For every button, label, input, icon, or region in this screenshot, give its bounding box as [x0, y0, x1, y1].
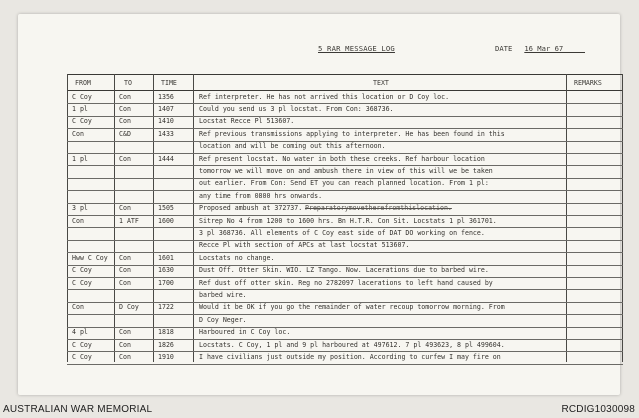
log-from: Con [72, 303, 84, 312]
log-time: 1444 [158, 154, 174, 163]
log-to: 1 ATF [119, 216, 139, 225]
log-time: 1505 [158, 204, 174, 213]
column-header-to: TO [124, 79, 132, 87]
log-title: 5 RAR MESSAGE LOG [318, 44, 395, 53]
log-time: 1433 [158, 129, 174, 138]
log-text: out earlier. From Con: Send ET you can reach planned location. From 1 pl: [199, 179, 489, 188]
log-to: Con [119, 340, 131, 349]
log-text: Ref previous transmissions applying to interpreter. He has been found in this [199, 129, 505, 138]
log-text: Recce Pl with section of APCs at last locstat 513607. [199, 241, 410, 250]
log-to: Con [119, 204, 131, 213]
log-text: Harboured in C Coy loc. [199, 328, 291, 337]
log-time: 1630 [158, 266, 174, 275]
column-header-from: FROM [75, 79, 91, 87]
log-from: C Coy [72, 278, 92, 287]
log-from: Con [72, 216, 84, 225]
log-text: Locstats. C Coy, 1 pl and 9 pl harboured at 497612. 7 pl 493623, 8 pl 499604. [199, 340, 505, 349]
log-from: 3 pl [72, 204, 88, 213]
log-text: Ref present locstat. No water in both these creeks. Ref harbour location [199, 154, 485, 163]
log-text: Proposed ambush at 372737. [199, 204, 303, 213]
log-from: 1 pl [72, 154, 88, 163]
log-to: C&D [119, 129, 131, 138]
log-to: Con [119, 352, 131, 361]
log-to: D Coy [119, 303, 139, 312]
log-text: Locstat Recce Pl 513607. [199, 117, 295, 126]
log-from: C Coy [72, 92, 92, 101]
log-text: Dust Off. Otter Skin. WIO. LZ Tango. Now. Lacerations due to barbed wire. [199, 266, 489, 275]
log-text: 3 pl 368736. All elements of C Coy east side of DAT DO working on fence. [199, 228, 485, 237]
log-to: Con [119, 92, 131, 101]
log-time: 1356 [158, 92, 174, 101]
log-text: any time from 0800 hrs onwards. [199, 191, 323, 200]
column-header-remarks: REMARKS [574, 79, 602, 87]
log-text: D Coy Neger. [199, 315, 247, 324]
row-divider [67, 116, 623, 117]
log-time: 1410 [158, 117, 174, 126]
log-text: tomorrow we will move on and ambush there in view of this will we be taken [199, 166, 493, 175]
log-time: 1600 [158, 216, 174, 225]
log-text: location and will be coming out this afternoon. [199, 142, 386, 151]
footer-institution: AUSTRALIAN WAR MEMORIAL [3, 404, 153, 415]
log-text: Locstats no change. [199, 253, 275, 262]
log-text: Ref dust off otter skin. Reg no 2782097 lacerations to left hand caused by [199, 278, 493, 287]
row-divider [67, 364, 623, 365]
column-divider [114, 74, 115, 362]
log-from: 4 pl [72, 328, 88, 337]
log-text: I have civilians just outside my position. According to curfew I may fire on [199, 352, 501, 361]
log-time: 1910 [158, 352, 174, 361]
column-header-time: TIME [161, 79, 177, 87]
log-date [495, 44, 585, 53]
log-to: Con [119, 278, 131, 287]
row-divider [67, 289, 623, 290]
row-divider [67, 314, 623, 315]
row-divider [67, 327, 623, 328]
message-log-table [67, 74, 623, 362]
log-from: Hww C Coy [72, 253, 108, 262]
footer-record-id: RCDIG1030098 [561, 404, 635, 415]
column-divider [566, 74, 567, 362]
log-time: 1700 [158, 278, 174, 287]
log-time: 1826 [158, 340, 174, 349]
log-from: 1 pl [72, 104, 88, 113]
log-struck-text: Preparatorymovetherefromthislocation. [305, 204, 452, 213]
log-to: Con [119, 253, 131, 262]
log-from: C Coy [72, 352, 92, 361]
column-divider [153, 74, 154, 362]
log-to: Con [119, 117, 131, 126]
table-top-border [67, 74, 623, 75]
log-text: Sitrep No 4 from 1200 to 1600 hrs. Bn H.T.R. Con Sit. Locstats 1 pl 361701. [199, 216, 497, 225]
log-time: 1722 [158, 303, 174, 312]
log-time: 1818 [158, 328, 174, 337]
log-from: C Coy [72, 266, 92, 275]
log-time: 1601 [158, 253, 174, 262]
column-divider [622, 74, 623, 362]
column-divider [67, 74, 68, 362]
log-text: Could you send us 3 pl locstat. From Con: 368736. [199, 104, 394, 113]
date-blank-line [563, 46, 585, 53]
log-to: Con [119, 154, 131, 163]
log-to: Con [119, 266, 131, 275]
log-text: barbed wire. [199, 290, 247, 299]
log-time: 1407 [158, 104, 174, 113]
date-label: DATE [495, 44, 513, 53]
date-value: 16 Mar 67 [524, 44, 564, 53]
column-header-text: TEXT [373, 79, 389, 87]
log-text: Would it be OK if you go the remainder of water recoup tomorrow morning. From [199, 303, 505, 312]
log-to: Con [119, 328, 131, 337]
log-from: C Coy [72, 117, 92, 126]
row-divider [67, 252, 623, 253]
log-text: Ref interpreter. He has not arrived this location or D Coy loc. [199, 92, 450, 101]
column-divider [193, 74, 194, 362]
log-from: C Coy [72, 340, 92, 349]
row-divider [67, 190, 623, 191]
log-to: Con [119, 104, 131, 113]
log-from: Con [72, 129, 84, 138]
